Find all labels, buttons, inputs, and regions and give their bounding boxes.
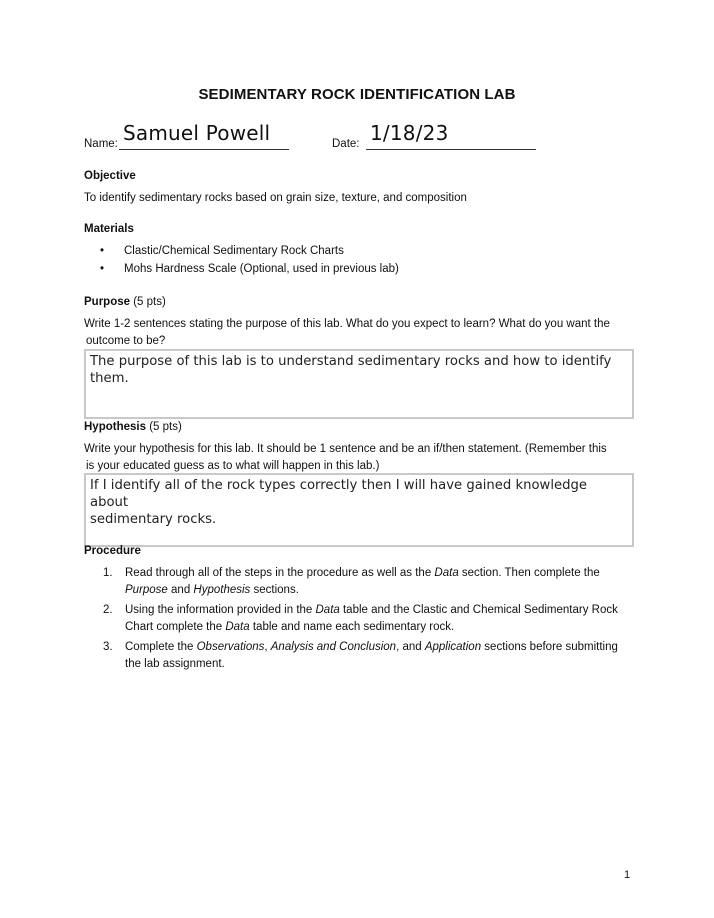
purpose-answer-box[interactable] bbox=[84, 349, 634, 419]
name-date-row bbox=[84, 118, 644, 154]
procedure-step: 2. Using the information provided in the Data table and the Clastic and Chemical Sedimentary Rock Chart complete the Data table and name each sedimentary rock. bbox=[103, 604, 618, 633]
bullet-icon: • bbox=[100, 245, 105, 257]
procedure-step: 1. Read through all of the steps in the procedure as well as the Data section. Then complete the Purpose and Hypothesis sections. bbox=[103, 567, 600, 596]
page-title: SEDIMENTARY ROCK IDENTIFICATION LAB bbox=[198, 86, 516, 103]
date-label: Date: bbox=[332, 138, 360, 150]
purpose-answer: The purpose of this lab is to understand sedimentary rocks and how to identify them. bbox=[90, 354, 612, 386]
page-number: 1 bbox=[624, 869, 631, 881]
hypothesis-instructions: Write your hypothesis for this lab. It should be 1 sentence and be an if/then statement. (Remember this is your educated guess as to what will happen in this lab.) bbox=[84, 443, 607, 472]
materials-heading: Materials bbox=[84, 223, 134, 235]
hypothesis-answer-box[interactable] bbox=[84, 473, 634, 547]
procedure-step: 3. Complete the Observations, Analysis and Conclusion, and Application sections before submitting the lab assignment. bbox=[103, 641, 618, 670]
purpose-instructions: Write 1-2 sentences stating the purpose of this lab. What do you expect to learn? What do you want the outcome to be? bbox=[84, 318, 610, 347]
purpose-points: (5 pts) bbox=[133, 296, 166, 308]
objective-heading: Objective bbox=[84, 170, 136, 182]
date-field[interactable]: 1/18/23 bbox=[370, 121, 449, 145]
hypothesis-answer: If I identify all of the rock types correctly then I will have gained knowledge about sedimentary rocks. bbox=[90, 478, 587, 527]
hypothesis-heading: Hypothesis (5 pts) bbox=[84, 421, 182, 433]
name-label: Name: bbox=[84, 138, 118, 150]
list-item: • Mohs Hardness Scale (Optional, used in previous lab) bbox=[100, 263, 399, 275]
name-line bbox=[119, 148, 289, 150]
name-field[interactable]: Samuel Powell bbox=[123, 121, 271, 145]
bullet-icon: • bbox=[100, 263, 105, 275]
hypothesis-points: (5 pts) bbox=[149, 421, 182, 433]
purpose-heading: Purpose (5 pts) bbox=[84, 296, 166, 308]
procedure-heading: Procedure bbox=[84, 545, 141, 557]
objective-text: To identify sedimentary rocks based on grain size, texture, and composition bbox=[84, 192, 467, 204]
list-item: • Clastic/Chemical Sedimentary Rock Charts bbox=[100, 245, 344, 257]
date-line bbox=[366, 148, 536, 150]
